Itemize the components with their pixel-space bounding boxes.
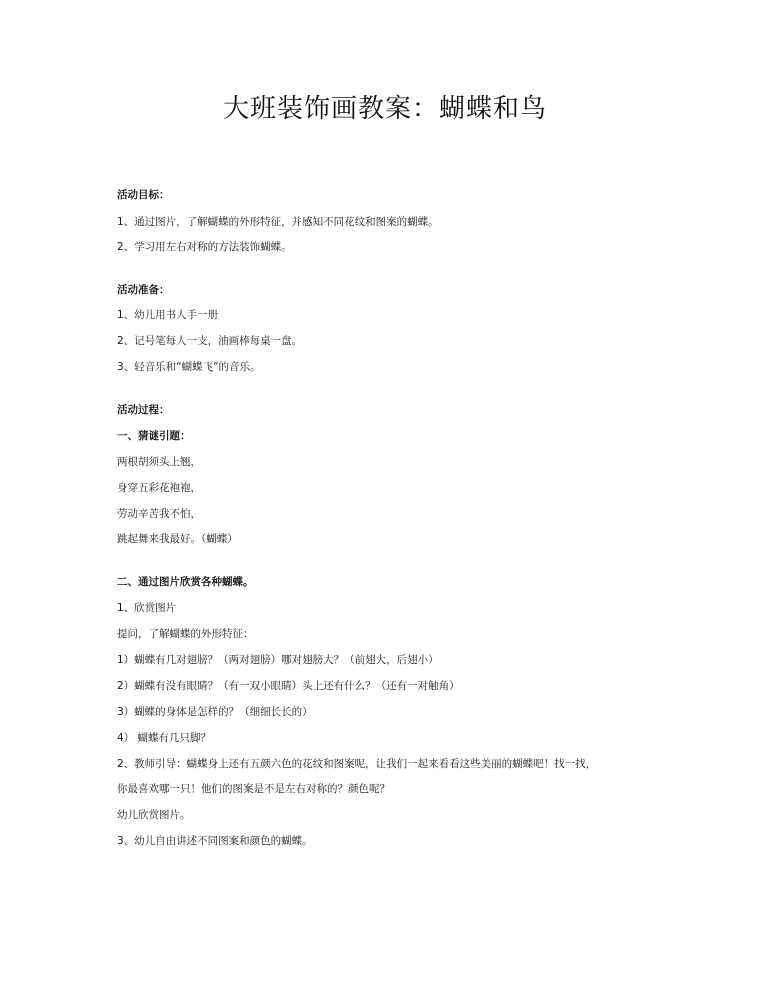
goal-item: 2、学习用左右对称的方法装饰蝴蝶。: [117, 241, 292, 253]
pictures-line: 2、教师引导：蝴蝶身上还有五颜六色的花纹和图案呢，让我们一起来看看这些美丽的蝴蝶吧！找一找，: [117, 758, 597, 770]
goals-heading: 活动目标：: [117, 189, 170, 201]
pictures-heading: 二、通过图片欣赏各种蝴蝶。: [117, 576, 254, 588]
question-line: 2）蝴蝶有没有眼睛？（有一双小眼睛）头上还有什么？（还有一对触角）: [117, 680, 460, 692]
preparation-item: 2、记号笔每人一支，油画棒每桌一盘。: [117, 335, 303, 347]
process-heading: 活动过程：: [117, 404, 170, 416]
preparation-item: 3、轻音乐和“蝴蝶飞”的音乐。: [117, 361, 261, 373]
preparation-heading: 活动准备：: [117, 284, 170, 296]
pictures-line: 你最喜欢哪一只！他们的图案是不是左右对称的？颜色呢？: [117, 783, 390, 795]
pictures-line: 提问，了解蝴蝶的外形特征：: [117, 628, 254, 640]
riddle-line: 劳动辛苦我不怕，: [117, 508, 201, 520]
question-line: 1）蝴蝶有几对翅膀？（两对翅膀）哪对翅膀大？（前翅大，后翅小）: [117, 654, 439, 666]
pictures-line: 1、欣赏图片: [117, 602, 177, 614]
riddle-line: 跳起舞来我最好。（蝴蝶）: [117, 533, 238, 545]
preparation-item: 1、幼儿用书人手一册: [117, 309, 219, 321]
question-line: 3）蝴蝶的身体是怎样的？（细细长长的）: [117, 706, 313, 718]
document-title: 大班装饰画教案：蝴蝶和鸟: [222, 94, 547, 124]
riddle-line: 两根胡须头上翘，: [117, 456, 201, 468]
question-line: 4） 蝴蝶有几只脚？: [117, 732, 212, 744]
riddle-line: 身穿五彩花袍袍，: [117, 482, 201, 494]
riddle-heading: 一、猜谜引题：: [117, 430, 191, 442]
pictures-line: 幼儿欣赏图片。: [117, 809, 191, 821]
goal-item: 1、通过图片，了解蝴蝶的外形特征，并感知不同花纹和图案的蝴蝶。: [117, 216, 439, 228]
pictures-line: 3、幼儿自由讲述不同图案和颜色的蝴蝶。: [117, 835, 313, 847]
